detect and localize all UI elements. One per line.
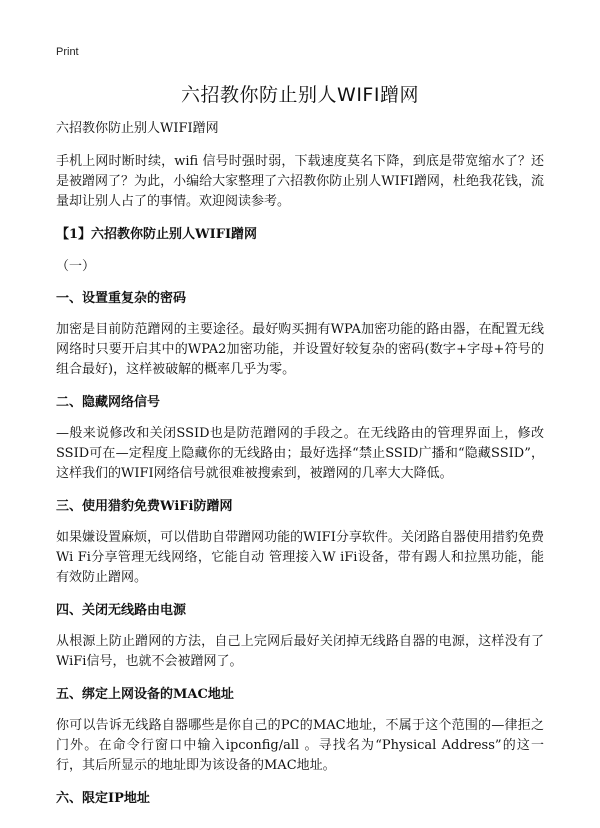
print-label[interactable]: Print: [56, 46, 79, 58]
item-text-2: —般来说修改和关闭SSID也是防范蹭网的手段之。在无线路由的管理界面上，修改SSID可在—定程度上隐藏你的无线路由；最好选择“禁止SSID广播和“隐藏SSID”，这样我们的WIFI网络信号就很难被搜索到，被蹭网的几率大大降低。: [56, 426, 544, 481]
item-text-5: 你可以告诉无线路自器哪些是你自己的PC的MAC地址，不属于这个范围的—律拒之门外。在命令行窗口中输入ipconfig/all 。寻找名为“Physical Address”的这一行，其后所显示的地址即为该设备的MAC地址。: [56, 718, 544, 773]
section-heading: 【1】六招教你防止别人WIFI蹭网: [56, 227, 258, 242]
intro-paragraph: 手机上网时断时续，wifi 信号时强时弱，下载速度莫名下降，到底是带宽缩水了？还是被蹭网了？为此，小编给大家整理了六招教你防止别人WIFI蹭网，杜绝我花钱，流量却让别人占了的事情。欢迎阅读参考。: [56, 154, 544, 209]
item-text-3: 如果嫌设置麻烦，可以借助自带蹭网功能的WIFI分享软件。关闭路自器使用措豹免费Wi Fi分享管理无线网络，它能自动 管理接入W iFi设备，带有踢人和拉黑功能，能有效防止蹭网。: [56, 530, 544, 585]
item-text-1: 加密是目前防范蹭网的主要途径。最好购买拥有WPA加密功能的路由器，在配置无线网络时只要开启其中的WPA2加密功能，并设置好较复杂的密码(数字+字母+符号的组合最好)，这样被破解的概率几乎为零。: [56, 322, 544, 377]
document-body: [56, 120, 544, 820]
item-heading-5: 五、绑定上网设备的MAC地址: [56, 687, 234, 702]
item-heading-2: 二、隐藏网络信号: [56, 395, 161, 410]
item-heading-4: 四、关闭无线路由电源: [56, 603, 187, 618]
item-heading-6: 六、限定IP地址: [56, 791, 150, 806]
document-subtitle: 六招教你防止别人WIFI蹭网: [56, 121, 219, 136]
page-title: 六招教你防止别人WIFI蹭网: [181, 84, 419, 106]
item-heading-1: 一、设置重复杂的密码: [56, 291, 187, 306]
item-text-4: 从根源上防止蹭网的方法，自己上完网后最好关闭掉无线路自器的电源，这样没有了WiFi信号，也就不会被蹭网了。: [56, 634, 544, 669]
sub-heading: （一）: [56, 259, 96, 274]
item-heading-3: 三、使用猎豹免费WiFi防蹭网: [56, 499, 233, 514]
